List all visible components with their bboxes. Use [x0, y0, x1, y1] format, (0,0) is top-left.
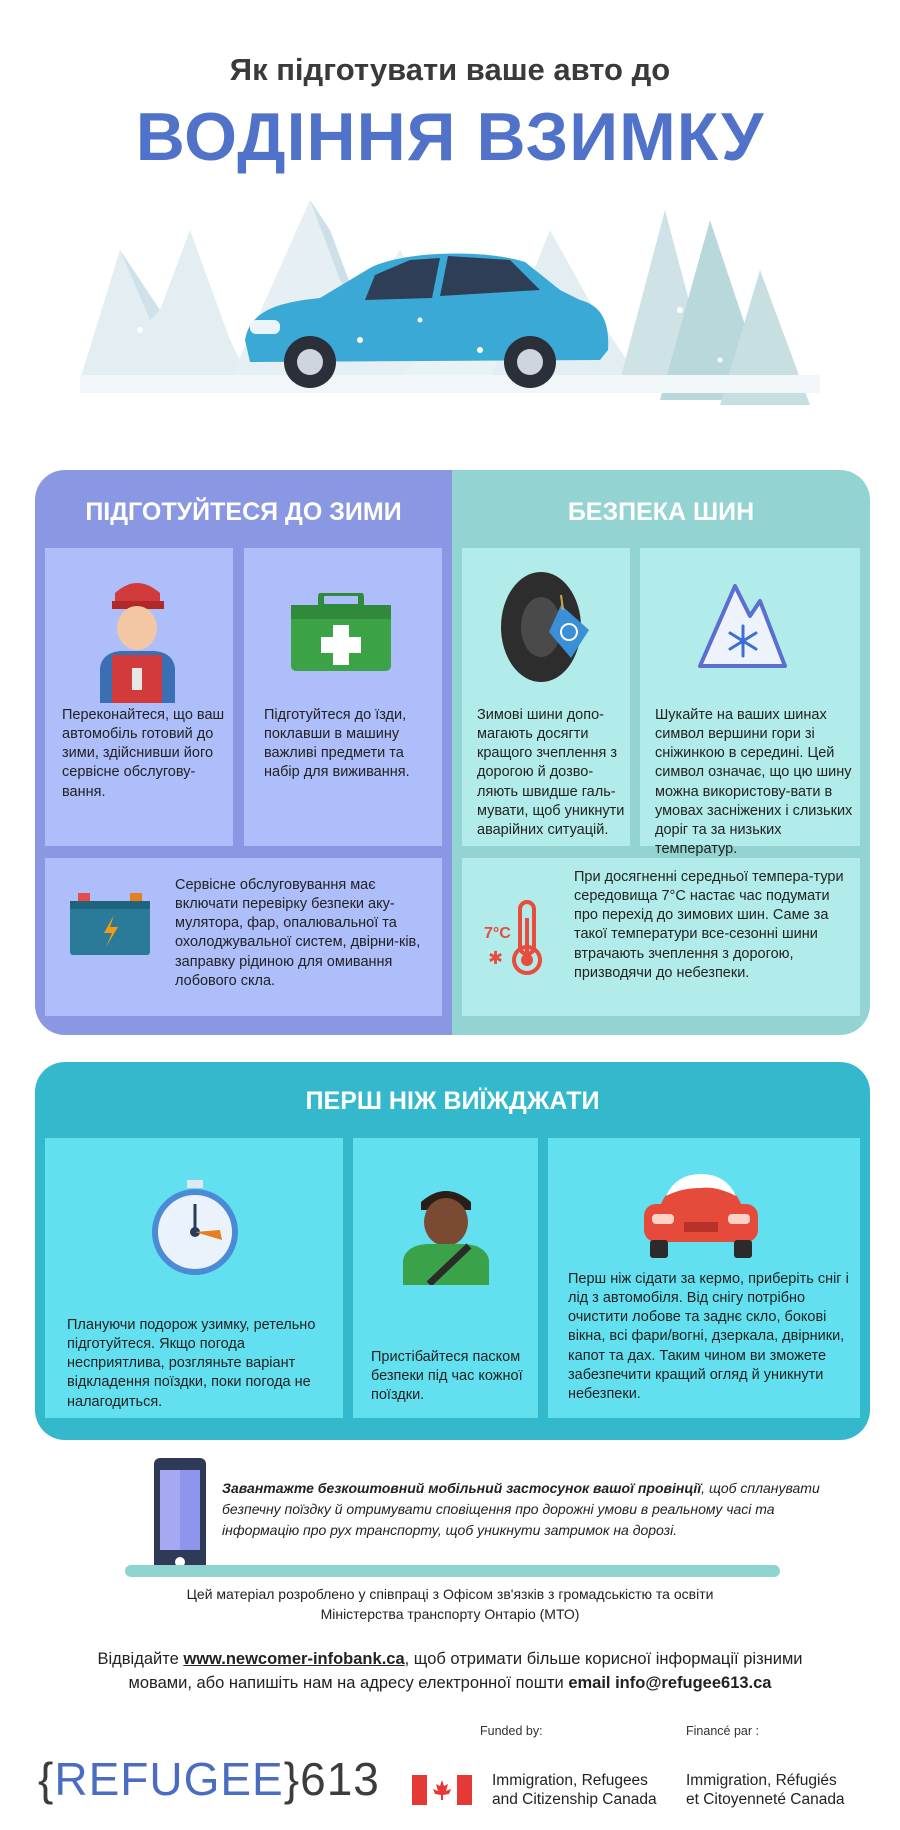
- page-title: ВОДІННЯ ВЗИМКУ: [135, 99, 765, 175]
- ircc-en-line-1: Immigration, Refugees: [492, 1772, 648, 1789]
- prepare-card-battery: [45, 858, 442, 1016]
- app-download-bold: Завантажте безкоштовний мобільний застосунок вашої провінції: [222, 1480, 702, 1496]
- prepare-card-service: [45, 548, 233, 846]
- thermometer-icon: [484, 898, 554, 978]
- mechanic-icon: [90, 573, 185, 703]
- divider: [125, 1565, 780, 1577]
- before-card-seatbelt: [353, 1138, 538, 1418]
- ircc-fr-line-2: et Citoyenneté Canada: [686, 1790, 845, 1808]
- tires-section: [452, 470, 870, 1035]
- prepare-section: [35, 470, 452, 1035]
- car-battery-icon: [70, 893, 150, 955]
- logo-word: REFUGEE: [54, 1753, 284, 1805]
- mountain-snowflake-icon: [695, 576, 790, 671]
- before-card-plan-text: Плануючи подорож узимку, ретельно підготуйтеся. Якщо погода несприятлива, розгляньте варіант відкладення поїздки, поки погода не налагодиться.: [67, 1317, 316, 1410]
- visit-note: [0, 1648, 900, 1696]
- finance-par-label: Financé par :: [686, 1724, 759, 1738]
- credit-line-1: Цей матеріал розроблено у співпраці з Офісом зв'язків з громадськістю та освіти: [186, 1586, 714, 1602]
- logo-number: 613: [300, 1753, 380, 1805]
- website-link[interactable]: www.newcomer-infobank.ca: [183, 1650, 405, 1668]
- before-card-plan: [45, 1138, 343, 1418]
- ircc-fr-line-1: Immigration, Réfugiés: [686, 1772, 837, 1789]
- tires-card-winter-text: Зимові шини допо-магають досягти кращого зчеплення з дорогою й дозво-ляють швидше галь-мувати, щоб уникнути аварійних ситуацій.: [477, 707, 625, 838]
- before-leaving-panel: [35, 1062, 870, 1440]
- before-title: ПЕРШ НІЖ ВИЇЖДЖАТИ: [305, 1087, 600, 1115]
- stopwatch-icon: [150, 1180, 240, 1275]
- thermometer-label: 7°C: [484, 925, 511, 942]
- visit-middle: , щоб отримати більше корисної інформації різними мовами, або напишіть нам на адресу електронної пошти: [128, 1650, 803, 1692]
- tires-card-symbol-text: Шукайте на ваших шинах символ вершини гори зі сніжинкою в середині. Цей символ означає, що цю шину можна використову-вати в умовах засніжених і слизьких доріг та за низьких температур.: [655, 707, 853, 857]
- logo-brace-open: {: [38, 1753, 55, 1805]
- credit-note: [0, 1584, 900, 1625]
- ircc-en-line-2: and Citizenship Canada: [492, 1790, 657, 1808]
- prepare-and-tires-panel: [35, 470, 870, 1035]
- canada-flag-icon: [412, 1775, 472, 1805]
- ircc-name-en: [492, 1772, 657, 1809]
- visit-prefix: Відвідайте: [97, 1650, 184, 1668]
- app-download-note: [222, 1478, 822, 1541]
- funded-by-label: Funded by:: [480, 1724, 543, 1738]
- prepare-card-kit-text: Підготуйтеся до їзди, поклавши в машину важливі предмети та набір для виживання.: [264, 707, 410, 781]
- tires-card-temperature: [462, 858, 860, 1016]
- first-aid-kit-icon: [291, 593, 391, 673]
- prepare-title: ПІДГОТУЙТЕСЯ ДО ЗИМИ: [85, 498, 402, 526]
- tires-card-symbol: [640, 548, 860, 857]
- tires-card-temperature-text: При досягненні середньої темпера-тури середовища 7°C настає час подумати про перехід до зимових шин. Саме за такої температури все-сезонні шини втрачають зчеплення з дорогою, призводячи до небезпеки.: [574, 869, 844, 981]
- smartphone-icon: [148, 1458, 212, 1580]
- svg-text:✱: ✱: [488, 948, 504, 969]
- tires-title: БЕЗПЕКА ШИН: [567, 498, 755, 526]
- refugee613-logo: [38, 1752, 380, 1806]
- email-link[interactable]: email info@refugee613.ca: [568, 1673, 772, 1692]
- seatbelt-person-icon: [401, 1180, 491, 1285]
- prepare-card-battery-text: Сервісне обслуговування має включати перевірку безпеки аку-мулятора, фар, опалювальної та охолоджувальної систем, двірни-ків, заправку рідиною для омивання лобового скла.: [175, 877, 421, 989]
- winter-car-illustration: [80, 190, 820, 450]
- before-card-snow: [548, 1138, 860, 1418]
- prepare-card-kit: [244, 548, 442, 846]
- prepare-card-service-text: Переконайтеся, що ваш автомобіль готовий до зими, здійснивши його сервісне обслугову-вання.: [62, 707, 225, 800]
- credit-line-2: Міністерства транспорту Онтаріо (МТО): [320, 1606, 580, 1623]
- before-card-seatbelt-text: Пристібайтеся паском безпеки під час кожної поїздки.: [371, 1349, 523, 1404]
- snow-covered-car-icon: [636, 1166, 766, 1261]
- winter-tire-icon: [499, 570, 594, 685]
- app-download-rest: , щоб спланувати безпечну поїздку й отримувати сповіщення про дорожні умови в реальному часі та інформацію про рух транспорту, щоб уникнути затримок на дорозі.: [222, 1480, 820, 1538]
- before-card-snow-text: Перш ніж сідати за кермо, приберіть сніг і лід з автомобіля. Від снігу потрібно очистити лобове та заднє скло, бокові вікна, всі фари/вогні, дзеркала, двірники, капот та дах. Таким чином ви зможете забезпечити кращий огляд й уникнути небезпеки.: [568, 1271, 849, 1402]
- page-kicker: Як підготувати ваше авто до: [229, 52, 671, 87]
- ircc-name-fr: [686, 1772, 845, 1809]
- logo-brace-close: }: [283, 1753, 301, 1805]
- tires-card-winter: [462, 548, 630, 846]
